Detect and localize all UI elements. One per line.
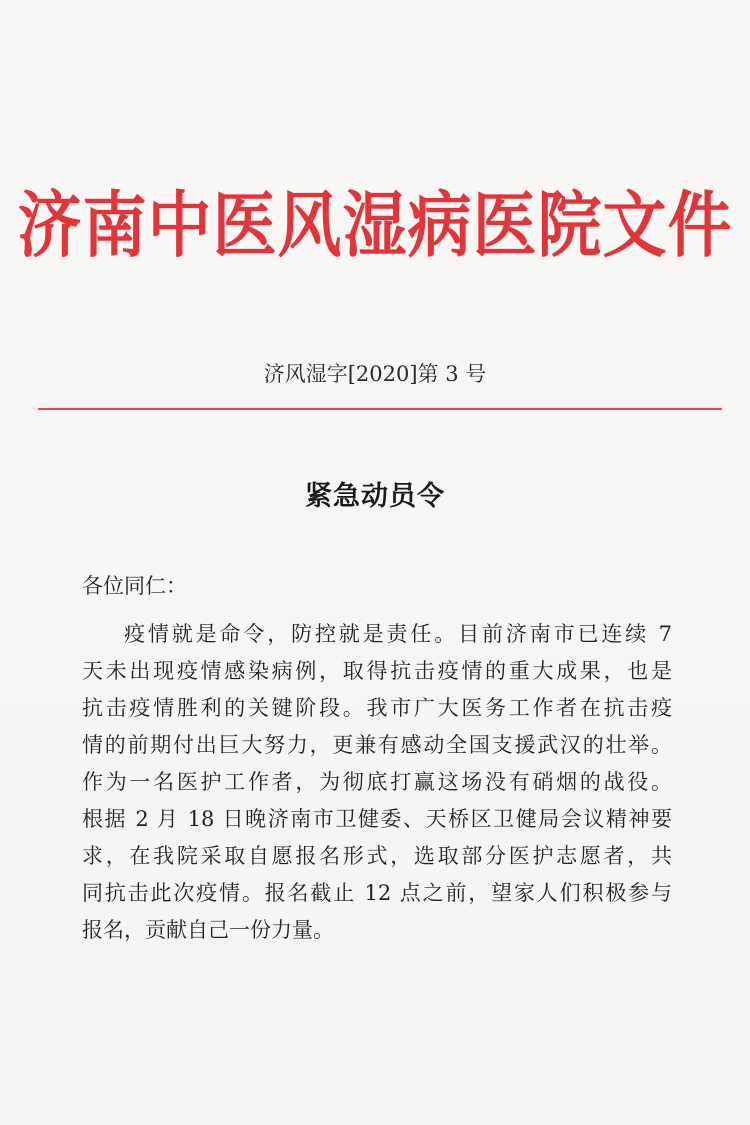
body-line: 情的前期付出巨大努力，更兼有感动全国支援武汉的壮举。 (82, 733, 672, 757)
body-line: 同抗击此次疫情。报名截止 12 点之前，望家人们积极参与 (82, 881, 672, 905)
body-line: 求，在我院采取自愿报名形式，选取部分医护志愿者，共 (82, 844, 672, 868)
body-line: 抗击疫情胜利的关键阶段。我市广大医务工作者在抗击疫 (82, 696, 672, 720)
body-line: 报名，贡献自己一份力量。 (82, 918, 334, 942)
salutation: 各位同仁： (82, 574, 187, 598)
header-divider (38, 408, 722, 410)
body-line: 作为一名医护工作者，为彻底打赢这场没有硝烟的战役。 (82, 770, 672, 794)
body-line: 疫情就是命令，防控就是责任。目前济南市已连续 7 (124, 622, 672, 646)
document-number: 济风湿字[2020]第 3 号 (263, 362, 487, 386)
issuing-organization-title: 济南中医风湿病医院文件 (17, 183, 733, 268)
body-line: 根据 2 月 18 日晚济南市卫健委、天桥区卫健局会议精神要 (82, 807, 672, 831)
body-text (82, 616, 672, 949)
body-line: 天未出现疫情感染病例，取得抗击疫情的重大成果，也是 (82, 659, 672, 683)
document-title: 紧急动员令 (305, 481, 445, 512)
